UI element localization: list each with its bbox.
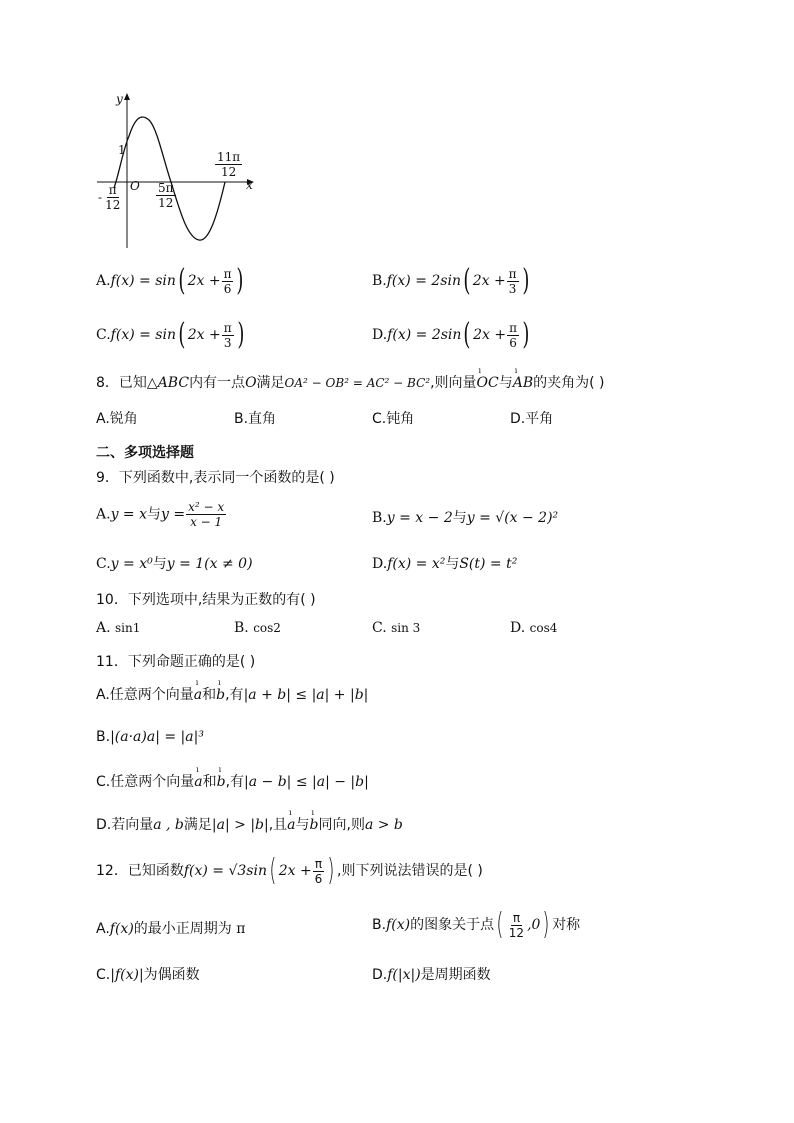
right-tick-den: 12 (220, 165, 237, 179)
q9-c-conj: 与 (152, 556, 167, 572)
q11-a-label: A. (96, 687, 110, 703)
q9-d-label: D. (372, 556, 388, 572)
q10-c-expr: sin 3 (391, 621, 421, 635)
q9-c-f2: y = 1(x ≠ 0) (166, 556, 253, 572)
q10-c-label: C. (372, 620, 387, 636)
q9-option-b[interactable] (372, 507, 558, 527)
q11-c-text1: 任意两个向量 (110, 774, 195, 790)
q7-c-den: 3 (223, 335, 232, 350)
q7-d-num: π (509, 320, 517, 335)
q11-d-cond: |a| > |b| (211, 817, 269, 833)
q11-a-text1: 任意两个向量 (109, 687, 194, 703)
q11-b-expr: |(a·a)a| = |a|³ (110, 729, 204, 745)
q8-text3: 满足 (256, 375, 285, 391)
q10-stem: 10．下列选项中,结果为正数的有( ) (96, 592, 316, 608)
q11-d-text4: 与 (295, 817, 310, 833)
q10-option-b[interactable] (234, 620, 281, 636)
q10-option-c[interactable] (372, 620, 420, 636)
q12-option-d[interactable] (372, 964, 491, 984)
q11-d-text1: 若向量 (111, 817, 154, 833)
q12-d-text: 是周期函数 (420, 967, 491, 983)
left-tick-num: π (108, 183, 117, 197)
q8-point: O (245, 375, 257, 391)
q12-a-text: 的最小正周期为 (133, 921, 232, 937)
q12-c-text: 为偶函数 (143, 967, 200, 983)
q11-d-text3: ,且 (268, 817, 288, 833)
q8-text4: ,则向量 (430, 375, 477, 391)
q12-inner: 2x + (278, 863, 312, 879)
q12-number: 12． (96, 863, 128, 879)
q10-a-label: A. (96, 620, 111, 636)
q7-option-a[interactable]: A.f(x) = sin( 2x + $\frac{\pi}{6}$ ) (96, 263, 244, 298)
q9-a-label: A. (96, 506, 111, 523)
q8-text1: 已知 (118, 375, 147, 391)
q11-a-vec-a: ı a (194, 687, 202, 703)
mid-tick-num: 5π (158, 181, 174, 195)
q8-vec-ab: ı AB (513, 375, 533, 391)
q12-b-expr: f(x) (386, 917, 411, 933)
q9-a-conj: 与 (147, 506, 161, 523)
q10-d-label: D. (510, 620, 526, 636)
q12-stem: 12．已知函数f(x) = √3sin( 2x + $\frac{\pi}{6}$ ) ,则下列说法错误的是( ) (96, 853, 483, 888)
q7-option-d[interactable]: D.f(x) = 2sin( 2x + $\frac{\pi}{6}$ ) (372, 317, 530, 352)
q7-a-label: A. (96, 273, 111, 289)
q9-option-a[interactable] (96, 500, 227, 529)
q9-c-f1: y = x⁰ (110, 556, 153, 572)
q12-b-text2: 对称 (552, 917, 581, 933)
q8-text2: 内有一点 (189, 375, 246, 391)
q7-d-label: D. (372, 327, 388, 343)
q7-a-den: 6 (223, 281, 232, 296)
q8-text5: 与 (498, 375, 513, 391)
q12-b-pden: 12 (508, 925, 525, 940)
q12-num: π (314, 856, 323, 871)
q11-d-concl: a > b (364, 817, 403, 833)
q11-c-text3: ,有 (225, 774, 245, 790)
q7-b-inner: 2x + (472, 273, 506, 289)
right-tick-label (214, 150, 243, 179)
q10-option-d[interactable] (510, 620, 557, 636)
q9-c-label: C. (96, 556, 111, 572)
q8-condition: OA² − OB² = AC² − BC² (284, 376, 431, 390)
q11-c-label: C. (96, 774, 111, 790)
q9-stem: 9．下列函数中,表示同一个函数的是( ) (96, 470, 335, 486)
q10-option-a[interactable] (96, 620, 140, 636)
q11-option-b[interactable] (96, 729, 204, 745)
right-tick-num: 11π (217, 150, 241, 164)
q8-vec-oc: ı OC (477, 375, 499, 391)
q9-b-f1: y = x − 2 (386, 510, 453, 526)
q8-number: 8． (96, 375, 119, 391)
q11-d-vec-a: ı a (287, 817, 295, 833)
origin-label: O (130, 179, 140, 193)
q11-d-text2: 满足 (183, 817, 212, 833)
q7-b-den: 3 (508, 281, 517, 296)
q12-d-expr: f(|x|) (387, 967, 421, 983)
q11-option-a[interactable] (96, 684, 368, 704)
q12-b-pend: ,0 (527, 917, 541, 933)
section-title-multiple-choice: 二、多项选择题 (96, 445, 194, 461)
q7-c-lhs: f(x) = sin (110, 327, 176, 343)
q11-d-text5: 同向,则 (318, 817, 365, 833)
q10-b-label: B. (234, 620, 249, 636)
q12-lhs: f(x) = √3sin (183, 863, 267, 879)
left-tick-label (98, 183, 123, 212)
q11-a-text3: ,有 (225, 687, 244, 703)
q11-c-vec-b: ı b (217, 774, 226, 790)
q9-a-den: x − 1 (190, 515, 223, 529)
q11-a-text2: 和 (202, 687, 217, 703)
q11-option-c[interactable] (96, 771, 369, 791)
q7-c-num: π (223, 320, 232, 335)
q12-b-label: B. (372, 917, 387, 933)
q12-c-expr: |f(x)| (110, 967, 144, 983)
q11-a-ineq: |a + b| ≤ |a| + |b| (243, 687, 369, 703)
q11-stem: 11．下列命题正确的是( ) (96, 654, 256, 670)
q8-option-c[interactable]: C.钝角 (372, 411, 415, 427)
q9-d-f2: S(t) = t² (459, 556, 518, 572)
mid-tick-den: 12 (158, 196, 174, 210)
q11-c-text2: 和 (202, 774, 217, 790)
q7-option-b[interactable]: B.f(x) = 2sin( 2x + $\frac{\pi}{3}$ ) (372, 263, 529, 298)
q7-b-num: π (508, 266, 517, 281)
y-axis-label: y (116, 92, 123, 106)
q8-text6: 的夹角为( ) (533, 375, 605, 391)
q11-b-label: B. (96, 729, 111, 745)
q8-option-b[interactable]: B.直角 (234, 411, 277, 427)
q12-option-c[interactable] (96, 964, 200, 984)
q12-b-text: 的图象关于点 (410, 917, 495, 933)
q12-c-label: C. (96, 967, 111, 983)
q9-a-f1: y = x (110, 506, 147, 523)
q9-d-f1: f(x) = x² (387, 556, 446, 572)
q9-a-f2: y = (161, 506, 186, 523)
q7-d-lhs: f(x) = 2sin (387, 327, 462, 343)
y-tick-label: 1 (118, 143, 126, 157)
q7-c-label: C. (96, 327, 111, 343)
q12-a-label: A. (96, 921, 110, 937)
q7-c-inner: 2x + (187, 327, 221, 343)
q12-d-label: D. (372, 967, 388, 983)
q9-option-c[interactable] (96, 553, 253, 573)
q8-option-d[interactable]: D.平角 (510, 411, 554, 427)
q7-a-num: π (223, 266, 232, 281)
q7-d-den: 6 (509, 335, 517, 350)
q12-b-pnum: π (512, 910, 521, 925)
q10-b-expr: cos2 (253, 621, 281, 635)
q9-b-label: B. (372, 510, 387, 526)
q9-b-f2: y = √(x − 2)² (466, 510, 559, 526)
q11-c-vec-a: ı a (194, 774, 202, 790)
q9-option-d[interactable] (372, 553, 517, 573)
q11-d-vec-b: ı b (310, 817, 319, 833)
q7-b-label: B. (372, 273, 387, 289)
left-tick-sign: - (98, 190, 103, 205)
q8-option-a[interactable]: A.锐角 (96, 411, 138, 427)
q12-text1: 已知函数 (127, 863, 184, 879)
q11-option-d[interactable] (96, 814, 403, 834)
q11-a-vec-b: ı b (216, 687, 225, 703)
q7-a-lhs: f(x) = sin (110, 273, 176, 289)
q12-a-expr: f(x) (109, 921, 134, 937)
q7-b-lhs: f(x) = 2sin (386, 273, 461, 289)
q11-c-ineq: |a − b| ≤ |a| − |b| (244, 774, 369, 790)
q10-d-expr: cos4 (529, 621, 558, 635)
q9-d-conj: 与 (445, 556, 460, 572)
q12-den: 6 (314, 871, 323, 886)
q9-a-num: x² − x (188, 500, 225, 514)
q11-d-vecs: a , b (153, 817, 184, 833)
q7-d-inner: 2x + (473, 327, 507, 343)
q12-option-b[interactable]: B.f(x)的图象关于点( $\frac{\pi}{12}$ ,0) 对称 (372, 907, 581, 942)
q12-text2: ,则下列说法错误的是( ) (337, 863, 483, 879)
q8-stem (96, 372, 605, 392)
q8-triangle: △ABC (146, 375, 190, 391)
q12-a-val: π (236, 921, 246, 937)
q9-b-conj: 与 (452, 510, 467, 526)
q7-option-c[interactable]: C.f(x) = sin( 2x + $\frac{\pi}{3}$ ) (96, 317, 244, 352)
q7-a-inner: 2x + (187, 273, 221, 289)
left-tick-den: 12 (105, 198, 121, 212)
mid-tick-label (155, 181, 177, 210)
x-axis-label: x (246, 178, 253, 192)
q11-d-label: D. (96, 817, 112, 833)
q10-a-expr: sin1 (115, 621, 141, 635)
q12-option-a[interactable] (96, 918, 245, 938)
